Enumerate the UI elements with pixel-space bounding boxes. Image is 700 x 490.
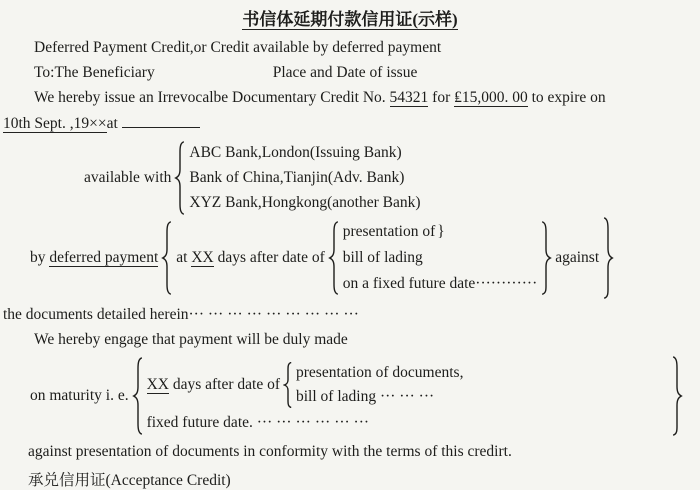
days-after-text: days after date of <box>168 375 280 393</box>
expiry-at: at <box>106 115 122 132</box>
page-title-text: 书信体延期付款信用证(示样) <box>242 10 458 29</box>
beneficiary-line <box>34 64 700 82</box>
bank-list <box>189 140 420 215</box>
by-deferred-payment-label <box>30 249 158 267</box>
maturity-options <box>147 361 464 432</box>
issue-line <box>34 89 700 107</box>
issue-text-post: to expire on <box>527 89 606 106</box>
days-after-text: days after date of <box>213 249 325 266</box>
bank-item: Bank of China,Tianjin(Adv. Bank) <box>189 169 405 186</box>
xx-days-label <box>147 376 280 394</box>
maturity-block <box>30 356 686 436</box>
expiry-date: 10th Sept. ,19×× <box>3 115 107 132</box>
expiry-line <box>3 114 700 133</box>
acceptance-credit-line: 承兑信用证(Acceptance Credit) <box>28 472 231 489</box>
by-word: by <box>30 249 50 266</box>
right-brace-icon <box>540 221 552 295</box>
at-word: at <box>176 249 192 266</box>
xx-days-underlined: XX <box>191 249 214 266</box>
page-title <box>0 5 700 30</box>
left-brace-icon <box>328 221 340 295</box>
place-date-label: Place and Date of issue <box>272 64 418 81</box>
right-brace-icon <box>602 217 614 299</box>
xx-days-row <box>147 361 464 409</box>
credit-number: 54321 <box>389 89 429 106</box>
presentation-options <box>343 219 538 297</box>
left-brace-icon <box>174 141 186 215</box>
documents-detailed-line: the documents detailed herein··· ··· ··· ··· ··· ··· ··· ··· ··· <box>3 306 359 323</box>
available-with-label: available with <box>84 168 172 186</box>
issue-text-for: for <box>428 89 455 106</box>
maturity-presentation-options <box>296 361 463 409</box>
option-item <box>343 219 538 245</box>
xx-underlined: XX <box>146 375 169 393</box>
against-label: against <box>555 249 600 266</box>
option-text: presentation of <box>342 223 436 240</box>
deferred-payment-block <box>30 217 700 299</box>
blank-underline <box>122 114 200 128</box>
right-brace-icon <box>671 356 683 436</box>
small-right-brace: } <box>437 223 445 240</box>
at-xx-days-label <box>176 249 324 267</box>
bank-item: ABC Bank,London(Issuing Bank) <box>189 144 402 161</box>
fixed-future-date-option: fixed future date. ··· ··· ··· ··· ··· ··· <box>146 413 370 431</box>
conformity-line: against presentation of documents in conformity with the terms of this credirt. <box>28 443 512 460</box>
left-brace-icon <box>283 362 293 408</box>
deferred-payment-underlined: deferred payment <box>49 249 159 266</box>
left-brace-icon <box>132 357 144 435</box>
option-item: on a fixed future date············ <box>342 275 538 292</box>
credit-type-line: Deferred Payment Credit,or Credit available by deferred payment <box>34 39 442 56</box>
bank-item: XYZ Bank,Hongkong(another Bank) <box>189 194 421 211</box>
available-with-block <box>84 140 700 215</box>
option-item: bill of lading <box>342 249 423 266</box>
engage-line: We hereby engage that payment will be duly made <box>34 331 348 348</box>
option-item: presentation of documents, <box>296 363 464 381</box>
left-brace-icon <box>161 221 173 295</box>
option-item: bill of lading ··· ··· ··· <box>296 387 435 405</box>
to-label: To:The Beneficiary <box>34 64 155 81</box>
issue-text-pre: We hereby issue an Irrevocalbe Documentary Credit No. <box>34 89 390 106</box>
on-maturity-label: on maturity i. e. <box>30 387 129 404</box>
credit-amount: ₤15,000. 00 <box>454 89 528 106</box>
